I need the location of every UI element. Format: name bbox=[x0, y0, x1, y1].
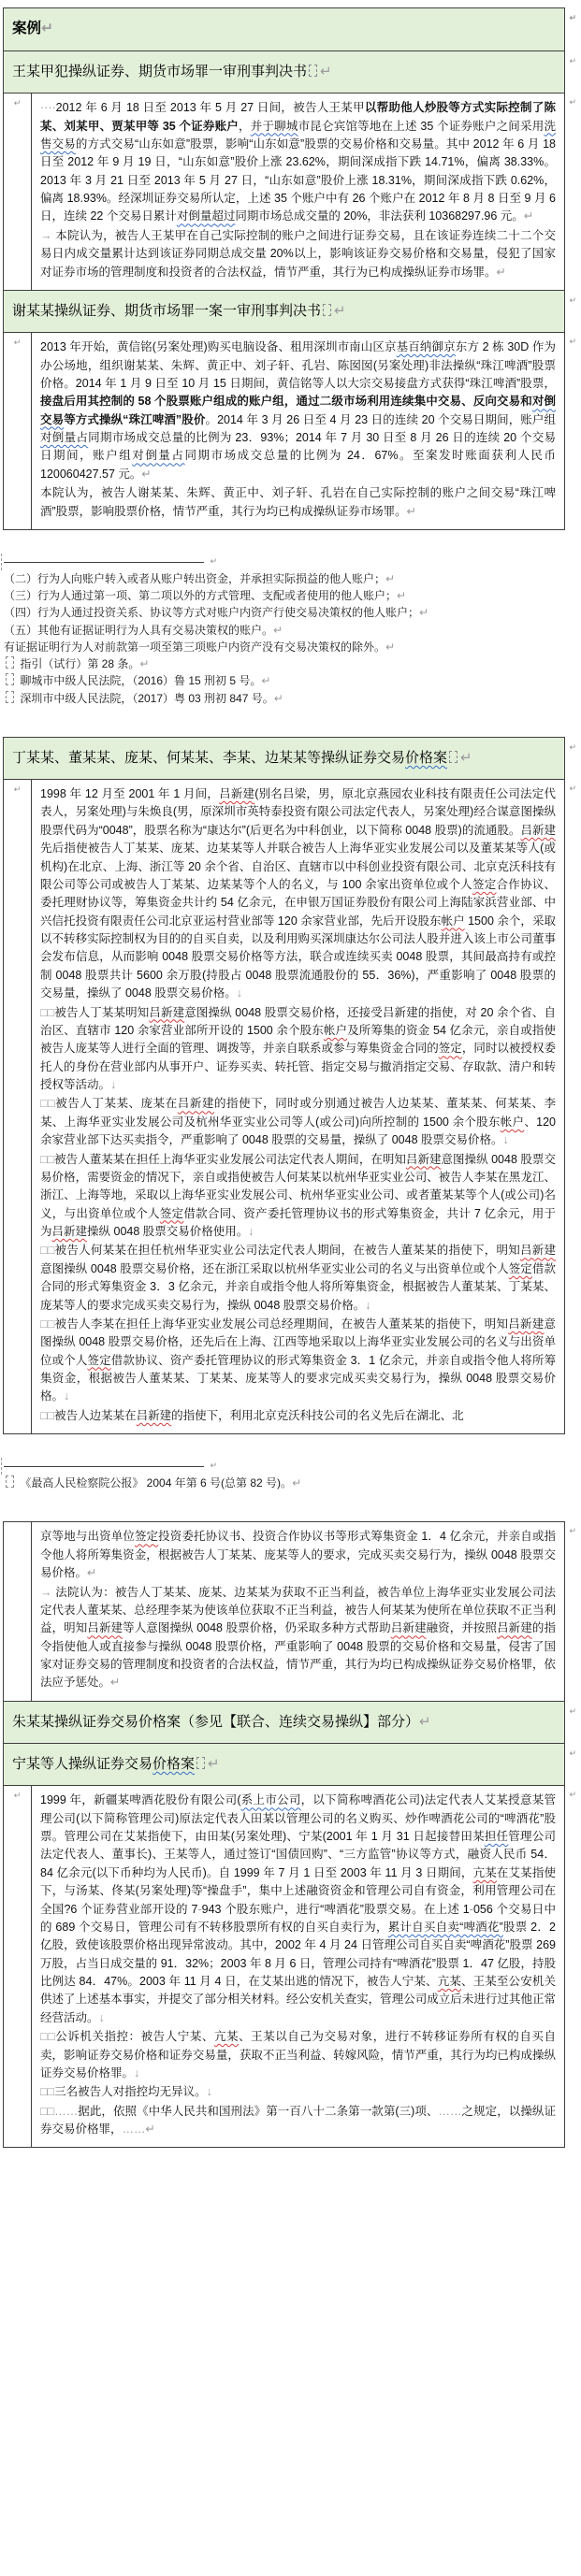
text-run: 亢某 bbox=[437, 1975, 461, 1989]
case2-title-row bbox=[4, 291, 576, 333]
format-mark: □□ bbox=[40, 2104, 55, 2118]
pilcrow-mark-icon: ↵ bbox=[13, 98, 22, 108]
text-run: 1500 余个，采取以不转移实际控制权为目的的自买自卖，以及利用购买深圳康达尔公司法人股并进入该上市公司董事会发布信息，从而影响 0048 股票交易价格等方法，联合或连续买卖 0048 股票，其间最高持有或控制 0048 股票共计 5600 余万股(持股占 0048 股票流通股份的 55．36%)，严重影响了 0048 股票的交易量，操纵了 0048 股票交易价格。 bbox=[40, 914, 556, 1000]
text-run: 的方式交易“山东如意”股票，影响“山东如意”股票的交易价格和交易量。其中 2012 年 6 月 18 日至 2012 年 9 月 19 日，“山东如意”股价上涨 23.62%，期间深成指下跌 14.71%，偏离 38.33%。2013 年 3 月 21 日至 2013 年 5 月 27 日，“山东如意”股价上涨 18.31%，期间深成指下跌 0.62%，偏离 18.93%。经深圳证券交易所认定，上述 35 个账户中有 26 个账户在 2012 年 8 月 8 日至 9 月 6 日，连续 22 个交易日累计 bbox=[40, 137, 556, 223]
text-run: 吕新建 bbox=[87, 1621, 123, 1635]
text-run: 等方式操纵“珠江啤酒”股价 bbox=[64, 412, 206, 426]
text-run: 被告人丁某某明知 bbox=[54, 1005, 150, 1019]
paragraph bbox=[40, 1407, 556, 1425]
footnote-ref-icon bbox=[196, 1757, 205, 1769]
text-run: 帐户 bbox=[441, 914, 465, 928]
footnote-ref-icon bbox=[6, 691, 14, 703]
text-run: 056 个交易日中的 689 个交易日，管理公司有不转移股票所有权的自买自卖行为， bbox=[40, 1902, 556, 1934]
text-run: 被告人边某某在 bbox=[54, 1408, 137, 1422]
text-run: 签定 bbox=[159, 1206, 184, 1220]
return-mark-icon: ↵ bbox=[569, 1749, 576, 1759]
paragraph bbox=[4, 604, 581, 621]
text-run: 对倒量占 bbox=[40, 431, 89, 445]
format-mark: ↓ bbox=[64, 1389, 70, 1403]
text-run: 的指使下，同时或分别通过被告人边某某、董某某、何某某、李某、上海华亚实业发展公司及杭州华亚实业公司等人(或公司)向所控制的 1500 余个股东 bbox=[40, 1097, 556, 1129]
format-mark: ↓ bbox=[236, 986, 243, 1000]
footnote-ref-icon bbox=[309, 65, 317, 77]
text-run: 操纵 0048 股票交易价格使用。 bbox=[87, 1225, 249, 1239]
format-mark: ↵ bbox=[110, 1676, 121, 1690]
paragraph bbox=[4, 587, 581, 604]
format-mark: …… bbox=[122, 2123, 146, 2137]
return-mark-icon: ↵ bbox=[569, 337, 576, 347]
text-run: 意图操纵 0048 股票交易价格，还先后在上海、江西等地采取以上海华亚实业发展公司的名义与出资单位或个人 bbox=[40, 1317, 556, 1367]
format-mark: …… bbox=[438, 2104, 462, 2118]
text-run: 吕新建 bbox=[497, 1621, 532, 1635]
format-mark: …… bbox=[54, 2104, 79, 2118]
text-run: 。2014 年 3 月 26 日至 4 月 23 日的连续 20 个交易日期间，账户组 bbox=[205, 412, 556, 426]
text-run: （二）行为人向账户转入或者从账户转出资金，并承担实际损益的他人账户； bbox=[4, 571, 386, 585]
format-mark: ↵ bbox=[292, 1476, 302, 1490]
format-mark: ↓ bbox=[134, 2065, 140, 2080]
text-run: ，以下简称啤酒花公司)法定代表人艾某授意某管理公司(以下简称管理公司)原法定代表人田某以管理公司的名义购买、炒作啤酒花公司的“啤酒花”股票。管理公司在艾某指使下，由田某(另案处理)、宁某(2001 年 1 月 31 日起接替田某 bbox=[40, 1793, 556, 1844]
text-run: 同期市场总成交量的 20%，非法获利 10368297.96 元。 bbox=[235, 209, 524, 223]
return-mark-icon: ↵ bbox=[569, 1526, 576, 1536]
case2-body-text bbox=[32, 333, 564, 529]
paragraph bbox=[40, 338, 556, 483]
format-mark: ↵ bbox=[208, 1756, 220, 1773]
text-run: 帐户 bbox=[323, 1023, 348, 1037]
text-run: ，同时以被授权委托人的身份在营业部内从事开户、证券买卖、转托管、指定交易与撤消指定交易、存取款、清户和转授权等活动。 bbox=[40, 1042, 556, 1092]
text-run: ， bbox=[239, 119, 251, 133]
text-run: 对倒量占 bbox=[132, 449, 185, 463]
text-run: 被告人李某在担任上海华亚实业发展公司总经理期间，在被告人董某某的指使下，明知 bbox=[54, 1317, 509, 1331]
text-run: 系上市公司 bbox=[240, 1793, 301, 1807]
text-run: 接盘后用其控制的 58 个股票账户组成的账户组，通过二级市场利用连续集中交易、反向交易和 bbox=[40, 395, 532, 409]
text-run: 、王某至公安机关供述了上述基本事实，并提交了部分相关材料。经公安机关查实，管理公司成立后未进行过其他正常经营活动。 bbox=[40, 1975, 556, 2024]
text-run: 亢某 bbox=[472, 1865, 497, 1879]
text-run: 吕新建 bbox=[149, 1005, 185, 1019]
text-run: 宁某等人操纵证券交易 bbox=[12, 1756, 153, 1773]
paragraph bbox=[40, 1004, 556, 1095]
paragraph bbox=[4, 672, 581, 689]
paragraph bbox=[4, 570, 581, 587]
text-run: 同期市场成交总量的比例为 24．67%。至案发时账面获利人民币 120060427.57 元。 bbox=[40, 449, 556, 481]
text-run: 吕新建 bbox=[177, 1097, 214, 1111]
text-run: 被告人丁某某、庞某在 bbox=[55, 1097, 178, 1111]
text-run: 吕新建 bbox=[51, 1225, 88, 1239]
cell-gutter bbox=[4, 94, 32, 290]
text-run: 合作协议、委托理财协议等，筹集资金共计约 54 亿余元，在申银万国证券股份有限公司上海陆家浜营业部、中兴信托投资有限责任公司北京亚运村营业部等 120 余家营业部，先后开设股东 bbox=[40, 877, 556, 928]
format-mark: ↵ bbox=[523, 209, 534, 223]
format-mark: ↓ bbox=[365, 1298, 371, 1312]
format-mark: ↓ bbox=[502, 1133, 509, 1147]
text-run: 意图操纵 0048 股票交易价格，还接受吕新建的指使，对 20 余个省、自治区、直辖市 120 余家营业部所开设的 1500 余个股东 bbox=[40, 1005, 556, 1037]
text-run: 投资委托协议书、投资合作协议书等形式筹集资金 1．4 亿余元，并亲自或指令他人将所筹集资金，根据被告人丁某某、庞某等人的要求，完成买卖交易行为，操纵 0048 股票交易价格。 bbox=[40, 1530, 556, 1580]
pilcrow-mark-icon: ↵ bbox=[13, 1791, 22, 1801]
text-run: 在艾某指使下，与汤某、佟某(另案处理)等“操盘手”，集中上述融资资金和管理公司自有资金，利用管理公司在全国?6 个证券营业部开设的 7 bbox=[40, 1865, 556, 1916]
format-mark: ↵ bbox=[406, 504, 417, 518]
text-run: 2012 年 6 月 18 日至 2013 年 5 月 27 日间，被告人王某甲 bbox=[55, 101, 365, 115]
text-run: 的指令指使他人或直接参与操纵 0048 股票价格，严重影响了 0048 股票的交易价格和交易量，侵害了国家对证券交易的管理制度和投资者的合法权益，情节严重，其行为均已构成操纵证券交易价格罪，依法应予惩处。 bbox=[40, 1621, 556, 1690]
footnote-ref-icon bbox=[6, 673, 14, 685]
text-run: 亢某 bbox=[213, 2030, 240, 2044]
text-run: 股票 2．2 亿股，致使该股票价格出现异常波动。其中，2002 年 4 月 24 日管理公司自买自卖“啤酒花”股票 269 万股，占当日成交量的 91．32%；2003 年 8 月 6 日，管理公司持有“啤酒花”股票 1．47 亿股，持股比例达 84．47%。2003 年 11 月 4 日，在艾某出逃的情况下，被告人宁某、 bbox=[40, 1920, 556, 1989]
text-run: 对倒交易 bbox=[40, 395, 556, 426]
text-run: 签定 bbox=[508, 1261, 532, 1275]
text-run: 、120 余家营业部下达买卖指令，严重影响了 0048 股票的交易量，操纵了 0048 股票交易价格。 bbox=[40, 1115, 556, 1147]
text-run: 被告人何某某在担任杭州华亚实业公司法定代表人期间，在被告人董某某的指使下，明知 bbox=[54, 1244, 520, 1258]
return-mark-icon: ↵ bbox=[569, 13, 576, 22]
text-run: 吕新建 bbox=[136, 1408, 172, 1422]
text-run: 1999 年，新疆某啤酒花股份有限公司( bbox=[40, 1793, 241, 1807]
cell-gutter bbox=[4, 780, 32, 1433]
text-run: 及所筹集的资金 54 亿余元，亲自或指使被告人庞某等人进行全面的管理、调拨等，并亲自联系或参与筹集资金合同的 bbox=[40, 1023, 556, 1056]
text-run: 之规定，以操纵证券交易价格罪， bbox=[40, 2104, 556, 2137]
text-run: (别名吕梁，男，原北京燕园农业科技有限责任公司法定代表人，另案处理)与朱焕良(男，原深圳市英特泰投资有限公司法定代表人，另案处理)经合谋意图操纵股票代码为“0048”，股票名称为“康达尔”(后更名为中科创业，以下简称 0048 股票)的流通股。 bbox=[40, 787, 556, 837]
format-mark: ↵ bbox=[273, 691, 283, 705]
text-run: 本院认为，被告人王某甲在自己实际控制的账户之间进行证券交易，且在该证券连续二十二个交易日内成交量累计达到该证券同期总成交量 20%以上，影响该证券交易价格和交易量，侵犯了国家对证券市场的管理制度和投资者的合法权益，情节严重，其行为已构成操纵证券市场罪。 bbox=[40, 228, 556, 279]
text-run: 据此，依照《中华人民共和国刑法》第一百八十二条第一款第(三)项、 bbox=[78, 2104, 439, 2118]
footnote-ref-icon bbox=[6, 656, 14, 669]
format-mark: □□ bbox=[40, 1152, 55, 1166]
text-run: 的指使下，利用北京克沃科技公司的名义先后在湖北、北 bbox=[171, 1408, 464, 1422]
format-mark: □□ bbox=[40, 1097, 56, 1111]
text-run: 三名被告人对指控均无异议。 bbox=[54, 2085, 207, 2099]
text-run: 吕新建 bbox=[219, 787, 255, 801]
format-mark: ↵ bbox=[334, 302, 346, 319]
text-run: 公诉机关指控：被告人宁某、 bbox=[55, 2030, 214, 2044]
case1-body-text bbox=[32, 94, 564, 290]
text-run: 对倒量超过 bbox=[176, 209, 236, 223]
paragraph bbox=[40, 2083, 556, 2101]
paragraph bbox=[4, 639, 581, 655]
text-run: 吕新建 bbox=[405, 1152, 442, 1166]
text-run: 融资，并按照 bbox=[426, 1621, 498, 1635]
cases-table-page3 bbox=[3, 1521, 576, 2148]
paragraph bbox=[4, 622, 581, 639]
text-run: 案例 bbox=[12, 21, 42, 36]
format-mark: □□ bbox=[40, 1005, 55, 1019]
text-run: 朱某某操纵证券交易价格案（参见【联合、连续交易操纵】部分） bbox=[12, 1713, 420, 1730]
text-run: 借款合同的形式筹集资金 3．3 亿余元，并亲自或指令他人将所筹集资金，根据被告人董某某、丁某某、庞某等人的要求完成买卖交易行为，操纵 0048 股票交易价格。 bbox=[40, 1261, 556, 1312]
cases-table-page2 bbox=[3, 737, 576, 1434]
text-run: 先后指使被告人丁某某、庞某、边某某等人并联合被告人上海华亚实业发展公司以及董某某等人(或机构)在北京、上海、浙江等 20 余个省、自治区、直辖市以中科创业投资有限公司、北京克沃科技有限公司等公司或被告人丁某某、边某某等个人的名义，与 100 余家出资单位或个人 bbox=[40, 842, 556, 891]
case1-title bbox=[12, 64, 332, 79]
paragraph bbox=[4, 1475, 581, 1491]
case3-body-text-part2 bbox=[32, 1522, 564, 1700]
text-run: 市昆仑宾馆等地在上述 35 个证券账户之间采用 bbox=[298, 119, 545, 133]
case5-title bbox=[12, 1756, 220, 1772]
footnote-lines bbox=[4, 1475, 581, 1491]
case3-body-text-part1 bbox=[32, 780, 564, 1433]
return-mark-icon: ↵ bbox=[569, 1790, 576, 1800]
text-run: 深圳市中级人民法院，（2017）粤 03 刑初 847 号。 bbox=[17, 691, 274, 705]
case1-body-row bbox=[4, 94, 576, 291]
text-run: 以帮助他人炒股等方式实际控制了陈某、刘某甲、贾某甲等 35 个证券账户 bbox=[40, 101, 556, 133]
text-run: 2013 年开始，黄信铭(另案处理)购买电脑设备、租用深圳市南山区京 bbox=[40, 340, 397, 354]
format-mark: ↵ bbox=[87, 1566, 97, 1580]
table-title-row bbox=[4, 8, 576, 51]
text-run: 签定 bbox=[87, 1353, 111, 1367]
text-run: 意图操纵 0048 股票交易价格，需要资金的情况下，亲自或指使被告人何某某以杭州华亚实业公司、被告人李某在黑龙江、浙江、上海等地，采取以上海华亚实业发展公司、杭州华亚实业公司、或者董某某等个人(或公司)名义，与出资单位或个人 bbox=[40, 1152, 556, 1220]
text-run: 王某甲犯操纵证券、期货市场罪一审刑事判决书 bbox=[12, 63, 308, 79]
text-run: 、王某以自己为交易对象，进行不转移证券所有权的自买自卖，影响证券交易价格和证券交易量，获取不正当利益、转嫁风险，情节严重，其行为均已构成操纵证券交易价格罪。 bbox=[40, 2030, 556, 2080]
return-mark-icon: ↵ bbox=[210, 555, 217, 566]
case2-title bbox=[12, 303, 346, 319]
format-mark: ↓ bbox=[248, 1225, 254, 1239]
text-run: 吕新建 bbox=[508, 1317, 545, 1331]
footnote-separator bbox=[4, 555, 217, 566]
text-run: 意图操纵 0048 股票交易价格，还在浙江采取以杭州华亚实业公司的名义与出资单位或个人 bbox=[40, 1261, 509, 1275]
text-run: 聊城市中级人民法院，（2016）鲁 15 刑初 5 号。 bbox=[17, 674, 262, 688]
table-title bbox=[12, 21, 53, 36]
case3-body-row-continued bbox=[4, 1522, 576, 1701]
text-run: 943 个股东账户，进行“啤酒花”股票交易。在上述 1 bbox=[201, 1902, 470, 1916]
text-run: 丁某某、董某某、庞某、何某某、李某、边某某等操纵证券交易 bbox=[12, 749, 406, 766]
format-mark: ↵ bbox=[141, 467, 152, 481]
return-mark-icon: ↵ bbox=[569, 295, 576, 305]
page-gap bbox=[0, 1506, 581, 1521]
format-mark: □□ bbox=[40, 2085, 55, 2099]
pilcrow-mark-icon: ↵ bbox=[13, 784, 22, 795]
return-mark-icon: ↵ bbox=[569, 784, 576, 794]
text-run: 管理公司法定代表人、董事长)、王某等人，通过签订“国债回购”、“三方监管”协议等方式，融资人民币 54．84 亿余元(以下币种均为人民币)。自 1999 年 7 月 1 日至 2003 年 11 月 3 日期间， bbox=[40, 1830, 556, 1879]
paragraph bbox=[40, 2028, 556, 2082]
format-mark: ↵ bbox=[460, 749, 472, 766]
format-mark: ↓ bbox=[98, 2010, 105, 2024]
format-mark: ↵ bbox=[139, 657, 150, 671]
text-run: 《最高人民检察院公报》 2004 年第 6 号(总第 82 号)。 bbox=[17, 1476, 293, 1490]
text-run: 担任 bbox=[484, 1830, 509, 1844]
format-mark: - bbox=[469, 1902, 473, 1916]
format-mark: ↵ bbox=[145, 2123, 155, 2137]
footnote-ref-icon bbox=[323, 304, 331, 316]
cell-gutter bbox=[4, 333, 32, 529]
return-mark-icon: ↵ bbox=[569, 1705, 576, 1716]
page-gap bbox=[0, 722, 581, 737]
format-mark: □□ bbox=[40, 1317, 55, 1331]
case4-title-row bbox=[4, 1702, 576, 1744]
cases-table-page1 bbox=[3, 7, 576, 530]
text-run: 东方 2 栋 30D 作为办公场地，组织谢某某、朱辉、黄正中、刘子轩、孔岩、陈囡囡(另案处理)非法操纵“珠江啤酒”股票价格。2014 年 1 月 9 日至 10 月 15 日期间，黄信铭等人以大宗交易接盘方式获得“珠江啤酒”股票， bbox=[40, 340, 556, 390]
paragraph bbox=[40, 1792, 556, 2027]
format-mark: ↓ bbox=[110, 1078, 117, 1092]
text-run: 帐户 bbox=[500, 1115, 525, 1129]
case1-title-row bbox=[4, 51, 576, 94]
footnote-separator bbox=[4, 1461, 217, 1471]
text-run: 洗售交易 bbox=[40, 119, 556, 151]
text-run: 被告人董某某在担任上海华亚实业发展公司法定代表人期间，在明知 bbox=[54, 1152, 406, 1166]
format-mark: □□ bbox=[40, 1244, 55, 1258]
format-mark: ···· bbox=[40, 101, 56, 115]
text-run: 本院认为，被告人谢某某、朱辉、黄正中、刘子轩、孔岩在自己实际控制的账户之间交易“珠江啤酒”股票，影响股票价格，情节严重，其行为均已构成操纵证券市场罪。 bbox=[40, 486, 556, 518]
paragraph bbox=[40, 1151, 556, 1242]
paragraph bbox=[40, 484, 556, 521]
cell-gutter bbox=[4, 1522, 32, 1700]
format-mark: ↵ bbox=[320, 63, 332, 79]
text-run: 京等地与出资单位 bbox=[40, 1530, 135, 1544]
text-run: 累计自买自卖“啤酒花” bbox=[387, 1920, 503, 1934]
text-run: 等人意图操纵 0048 股票价格，仍采取多种方式帮助 bbox=[123, 1621, 391, 1635]
paragraph bbox=[40, 785, 556, 1003]
footnote-ref-icon bbox=[449, 751, 458, 763]
text-run: 签定 bbox=[438, 1042, 462, 1056]
format-mark: ↵ bbox=[273, 623, 283, 637]
return-mark-icon: ↵ bbox=[569, 55, 576, 65]
format-mark: ↵ bbox=[419, 606, 429, 620]
paragraph bbox=[40, 2103, 556, 2139]
text-run: 价格案 bbox=[153, 1756, 196, 1773]
case3-body-row bbox=[4, 780, 576, 1434]
case3-title-row bbox=[4, 738, 576, 780]
text-run: 签定 bbox=[472, 877, 497, 891]
format-mark: ↵ bbox=[261, 674, 271, 688]
paragraph bbox=[4, 655, 581, 672]
paragraph bbox=[40, 1316, 556, 1406]
format-mark: ↵ bbox=[385, 571, 396, 585]
text-run: 1998 年 12 月至 2001 年 1 月间， bbox=[40, 787, 220, 801]
paragraph bbox=[40, 1528, 556, 1582]
format-mark: ↵ bbox=[41, 21, 54, 36]
return-mark-icon: ↵ bbox=[210, 1461, 217, 1471]
paragraph bbox=[4, 690, 581, 707]
footnote-block-1 bbox=[4, 555, 581, 707]
footnote-ref-icon bbox=[6, 1475, 14, 1488]
format-mark: ↵ bbox=[496, 265, 506, 279]
footnote-lines bbox=[4, 570, 581, 707]
text-run: （四）行为人通过投资关系、协议等方式对账户内资产行使交易决策权的他人账户； bbox=[4, 606, 420, 620]
text-run: 吕新建 bbox=[520, 823, 556, 837]
paragraph bbox=[40, 1095, 556, 1149]
text-run: 并于聊城 bbox=[250, 119, 298, 133]
return-mark-icon: ↵ bbox=[569, 741, 576, 752]
format-mark: ↓ bbox=[206, 2085, 212, 2099]
format-mark: → bbox=[40, 1585, 56, 1599]
text-run: 指引（试行）第 28 条。 bbox=[17, 657, 140, 671]
cell-gutter bbox=[4, 1786, 32, 2147]
text-run: 有证据证明行为人对前款第一项至第三项账户内资产没有交易决策权的除外。 bbox=[4, 640, 386, 654]
format-mark: - bbox=[197, 1902, 202, 1916]
paragraph bbox=[40, 1242, 556, 1315]
case5-body-text bbox=[32, 1786, 564, 2147]
text-run: 价格案 bbox=[405, 749, 448, 766]
text-run: 签定 bbox=[134, 1530, 159, 1544]
case4-title bbox=[12, 1714, 431, 1730]
footnote-block-2 bbox=[4, 1461, 581, 1491]
text-run: 同期市场成交总量的比例为 23．93%；2014 年 7 月 30 日至 8 月 26 日的连续 20 个交易日期间，账户组 bbox=[40, 431, 556, 463]
paragraph bbox=[40, 99, 556, 226]
text-run: 吕新建 bbox=[519, 1244, 556, 1258]
case2-body-row bbox=[4, 333, 576, 530]
case5-title-row bbox=[4, 1744, 576, 1786]
text-run: 借款合同、资产委托管理协议书的形式筹集资金，共计 7 亿余元，用于为 bbox=[40, 1206, 556, 1239]
text-run: 基百纳御京 bbox=[396, 340, 456, 354]
return-mark-icon: ↵ bbox=[569, 97, 576, 108]
text-run: （五）其他有证据证明行为人具有交易决策权的账户。 bbox=[4, 623, 274, 637]
text-run: 借款协议、资产委托管理协议的形式筹集资金 3．1 亿余元，并亲自或指令他人将所筹集资金，根据被告人董某某、丁某某、庞某等人的要求完成买卖交易行为，操纵 0048 股票交易价格。 bbox=[40, 1353, 556, 1403]
text-run: （三）行为人通过第一项、第二项以外的方式管理、支配或者使用的他人账户； bbox=[4, 589, 398, 603]
format-mark: ↵ bbox=[419, 1713, 431, 1730]
text-run: 吕新建 bbox=[390, 1621, 427, 1635]
format-mark: ↵ bbox=[397, 589, 407, 603]
format-mark: → bbox=[40, 228, 56, 242]
pilcrow-mark-icon: ↵ bbox=[13, 338, 22, 348]
text-run: 谢某某操纵证券、期货市场罪一案一审刑事判决书 bbox=[12, 302, 322, 319]
case3-title bbox=[12, 750, 472, 766]
paragraph bbox=[40, 227, 556, 281]
format-mark: ↵ bbox=[385, 640, 396, 654]
bottom-padding bbox=[0, 2148, 581, 2153]
format-mark: □□ bbox=[40, 1408, 55, 1422]
format-mark: □□ bbox=[40, 2030, 56, 2044]
text-run: 法院认为：被告人丁某某、庞某、边某某为获取不正当利益，被告单位上海华亚实业发展公司法定代表人董某某、总经理李某为使该单位获取不正当利益，被告人何某某为使所在单位获取不正当利益，明知 bbox=[40, 1585, 556, 1635]
case5-body-row bbox=[4, 1786, 576, 2148]
paragraph bbox=[40, 1584, 556, 1692]
